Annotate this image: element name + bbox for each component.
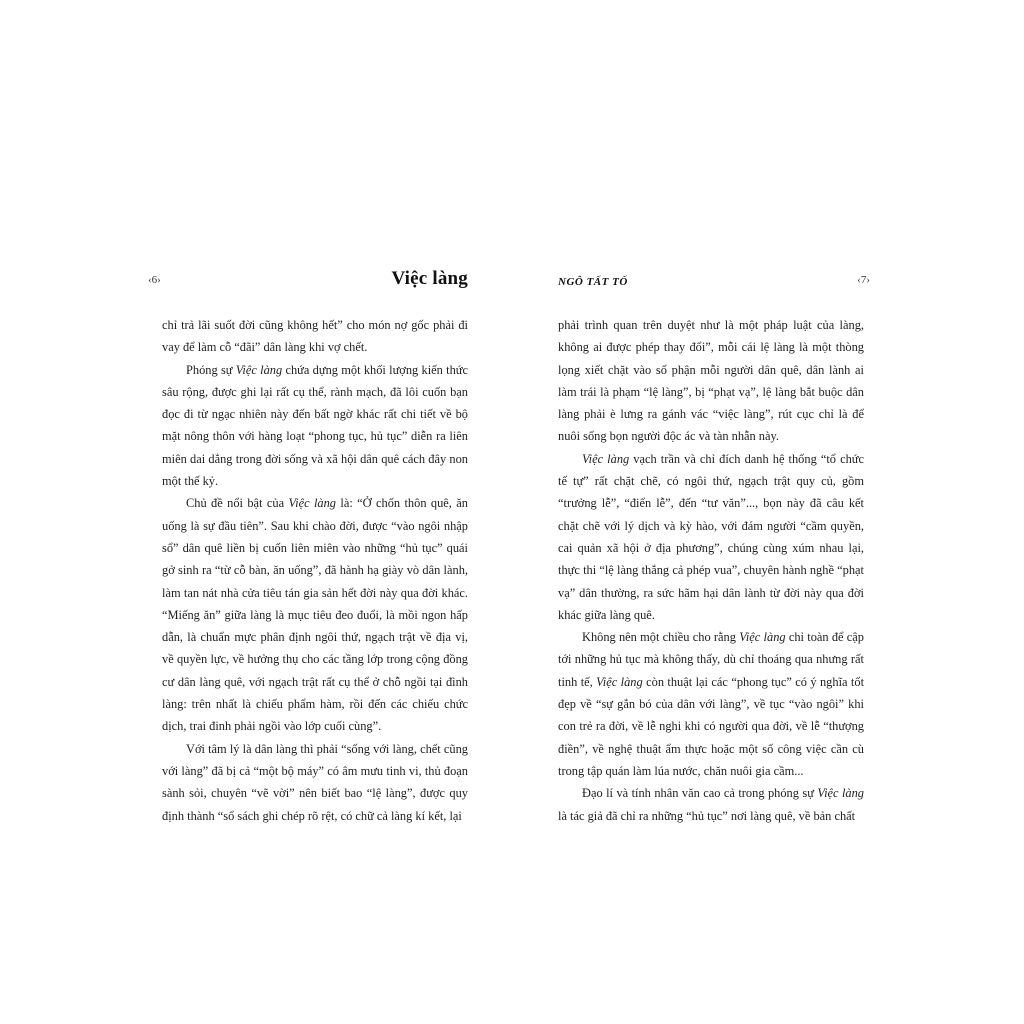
italic-title-run: Việc làng <box>582 451 630 466</box>
running-title: Việc làng <box>391 268 468 289</box>
right-page <box>558 268 870 827</box>
paragraph <box>162 359 468 493</box>
running-author: NGÔ TẤT TỐ <box>558 276 628 288</box>
paragraph <box>558 782 864 827</box>
italic-title-run: Việc làng <box>739 630 786 645</box>
left-page-header <box>148 268 468 298</box>
text-run: vạch trần và chỉ đích danh hệ thống “tổ chức tế tự” rất chặt chẽ, có ngôi thứ, ngạch trật quy củ, gồm “trưởng lễ”, “điển lễ”, đến “tư văn”..., bọn này đã câu kết chặt chẽ với lý dịch và kỳ hào, với đám người “cầm quyền, cai quản xã hội ở địa phương”, chúng cùng xúm nhau lại, thực thi “lệ làng thắng cả phép vua”, chuyên hành nghề “phạt vạ” dân thường, ra sức hãm hại dân lành từ đời này qua đời khác giữa làng quê. <box>558 451 864 622</box>
italic-title-run: Việc làng <box>817 786 865 801</box>
right-page-header <box>558 268 870 298</box>
text-run: là tác giả đã chỉ ra những “hủ tục” nơi làng quê, về bản chất <box>558 808 856 823</box>
text-run: phải trình quan trên duyệt như là một pháp luật của làng, không ai được phép thay đổi”, mỗi cái lệ làng là một thòng lọng xiết chặt vào số phận mỗi người dân quê, dân lành ai làm trái là phạm “lệ làng”, bị “phạt vạ”, lệ làng bắt buộc dân làng phải è lưng ra gánh vác “việc làng”, rút cục chỉ là để nuôi sống bọn người độc ác và tàn nhẫn này. <box>558 318 864 444</box>
text-run: chứa dựng một khối lượng kiến thức sâu rộng, được ghi lại rất cụ thể, rành mạch, đã lôi cuốn bạn đọc đi từ ngạc nhiên này đến bất ngờ khác rất chi tiết về bộ mặt nông thôn với hàng loạt “phong tục, hủ tục” diễn ra liên miên dai dẳng trong đời sống và xã hội dân quê cách đây non một thế kỷ. <box>162 362 468 489</box>
italic-title-run: Việc làng <box>596 674 643 689</box>
paragraph <box>162 738 468 827</box>
right-page-number: ‹7› <box>857 274 870 286</box>
text-run: chỉ toàn để cập tới những hủ tục mà không thấy, dù chỉ thoáng qua nhưng rất tinh tế, <box>558 630 864 689</box>
text-run: là: “Ở chốn thôn quê, ăn uống là sự đầu tiên”. Sau khi chào đời, được “vào ngôi nhập sổ” dân quê liền bị cuốn liên miên vào những “hủ tục” quái gở sinh ra “từ cỗ bàn, ăn uống”, đã hành hạ giày vò dân lành, làm tan nát nhà cửa tiêu tán gia sản hết đời này qua đời khác. “Miếng ăn” giữa làng là mục tiêu đeo đuổi, là mồi ngon hấp dẫn, là chuẩn mực phân định ngôi thứ, ngạch trật về địa vị, về quyền lực, về hưởng thụ cho các tầng lớp trong cộng đồng cư dân làng quê, với ngạch trật rất cụ thể ở chỗ ngồi tại đình làng: trên nhất là chiếu phẩm hàm, rồi đến các chiếu chức dịch, trai đinh phải ngồi vào lớp cuối cùng”. <box>162 496 468 734</box>
paragraph <box>558 314 864 448</box>
paragraph <box>558 626 864 782</box>
text-run: Với tâm lý là dân làng thì phải “sống với làng, chết cũng với làng” đã bị cả “một bộ máy” có âm mưu tinh vi, thủ đoạn sành sỏi, chuyên “vẽ vời” nên biết bao “lệ làng”, được quy định thành “sổ sách ghi chép rõ rệt, có chữ cả làng kí kết, lại <box>162 741 468 823</box>
text-run: Phóng sự <box>186 362 236 377</box>
text-run: Chủ đề nổi bật của <box>186 496 289 511</box>
italic-title-run: Việc làng <box>288 496 336 511</box>
right-page-body <box>558 314 864 827</box>
text-run: chỉ trả lãi suốt đời cũng không hết” cho món nợ gốc phải đi vay để làm cỗ “đãi” dân làng khi vợ chết. <box>162 318 468 355</box>
left-page-number: ‹6› <box>148 274 161 286</box>
left-page-body <box>162 314 468 827</box>
italic-title-run: Việc làng <box>235 362 283 377</box>
paragraph <box>558 448 864 626</box>
text-run: Đạo lí và tính nhân văn cao cả trong phóng sự <box>582 786 818 801</box>
left-page <box>148 268 468 827</box>
text-run: còn thuật lại các “phong tục” có ý nghĩa tốt đẹp về “sự gắn bó của dân với làng”, về tục “vào ngôi” khi con trẻ ra đời, về lễ nghi khi có người qua đời, về lễ “thượng điền”, về nghệ thuật ẩm thực hoặc một số công việc cần cù trong tập quán làm lúa nước, chăn nuôi gia cầm... <box>558 674 865 778</box>
text-run: Không nên một chiều cho rằng <box>582 630 740 645</box>
paragraph <box>162 314 468 359</box>
paragraph <box>162 492 468 737</box>
